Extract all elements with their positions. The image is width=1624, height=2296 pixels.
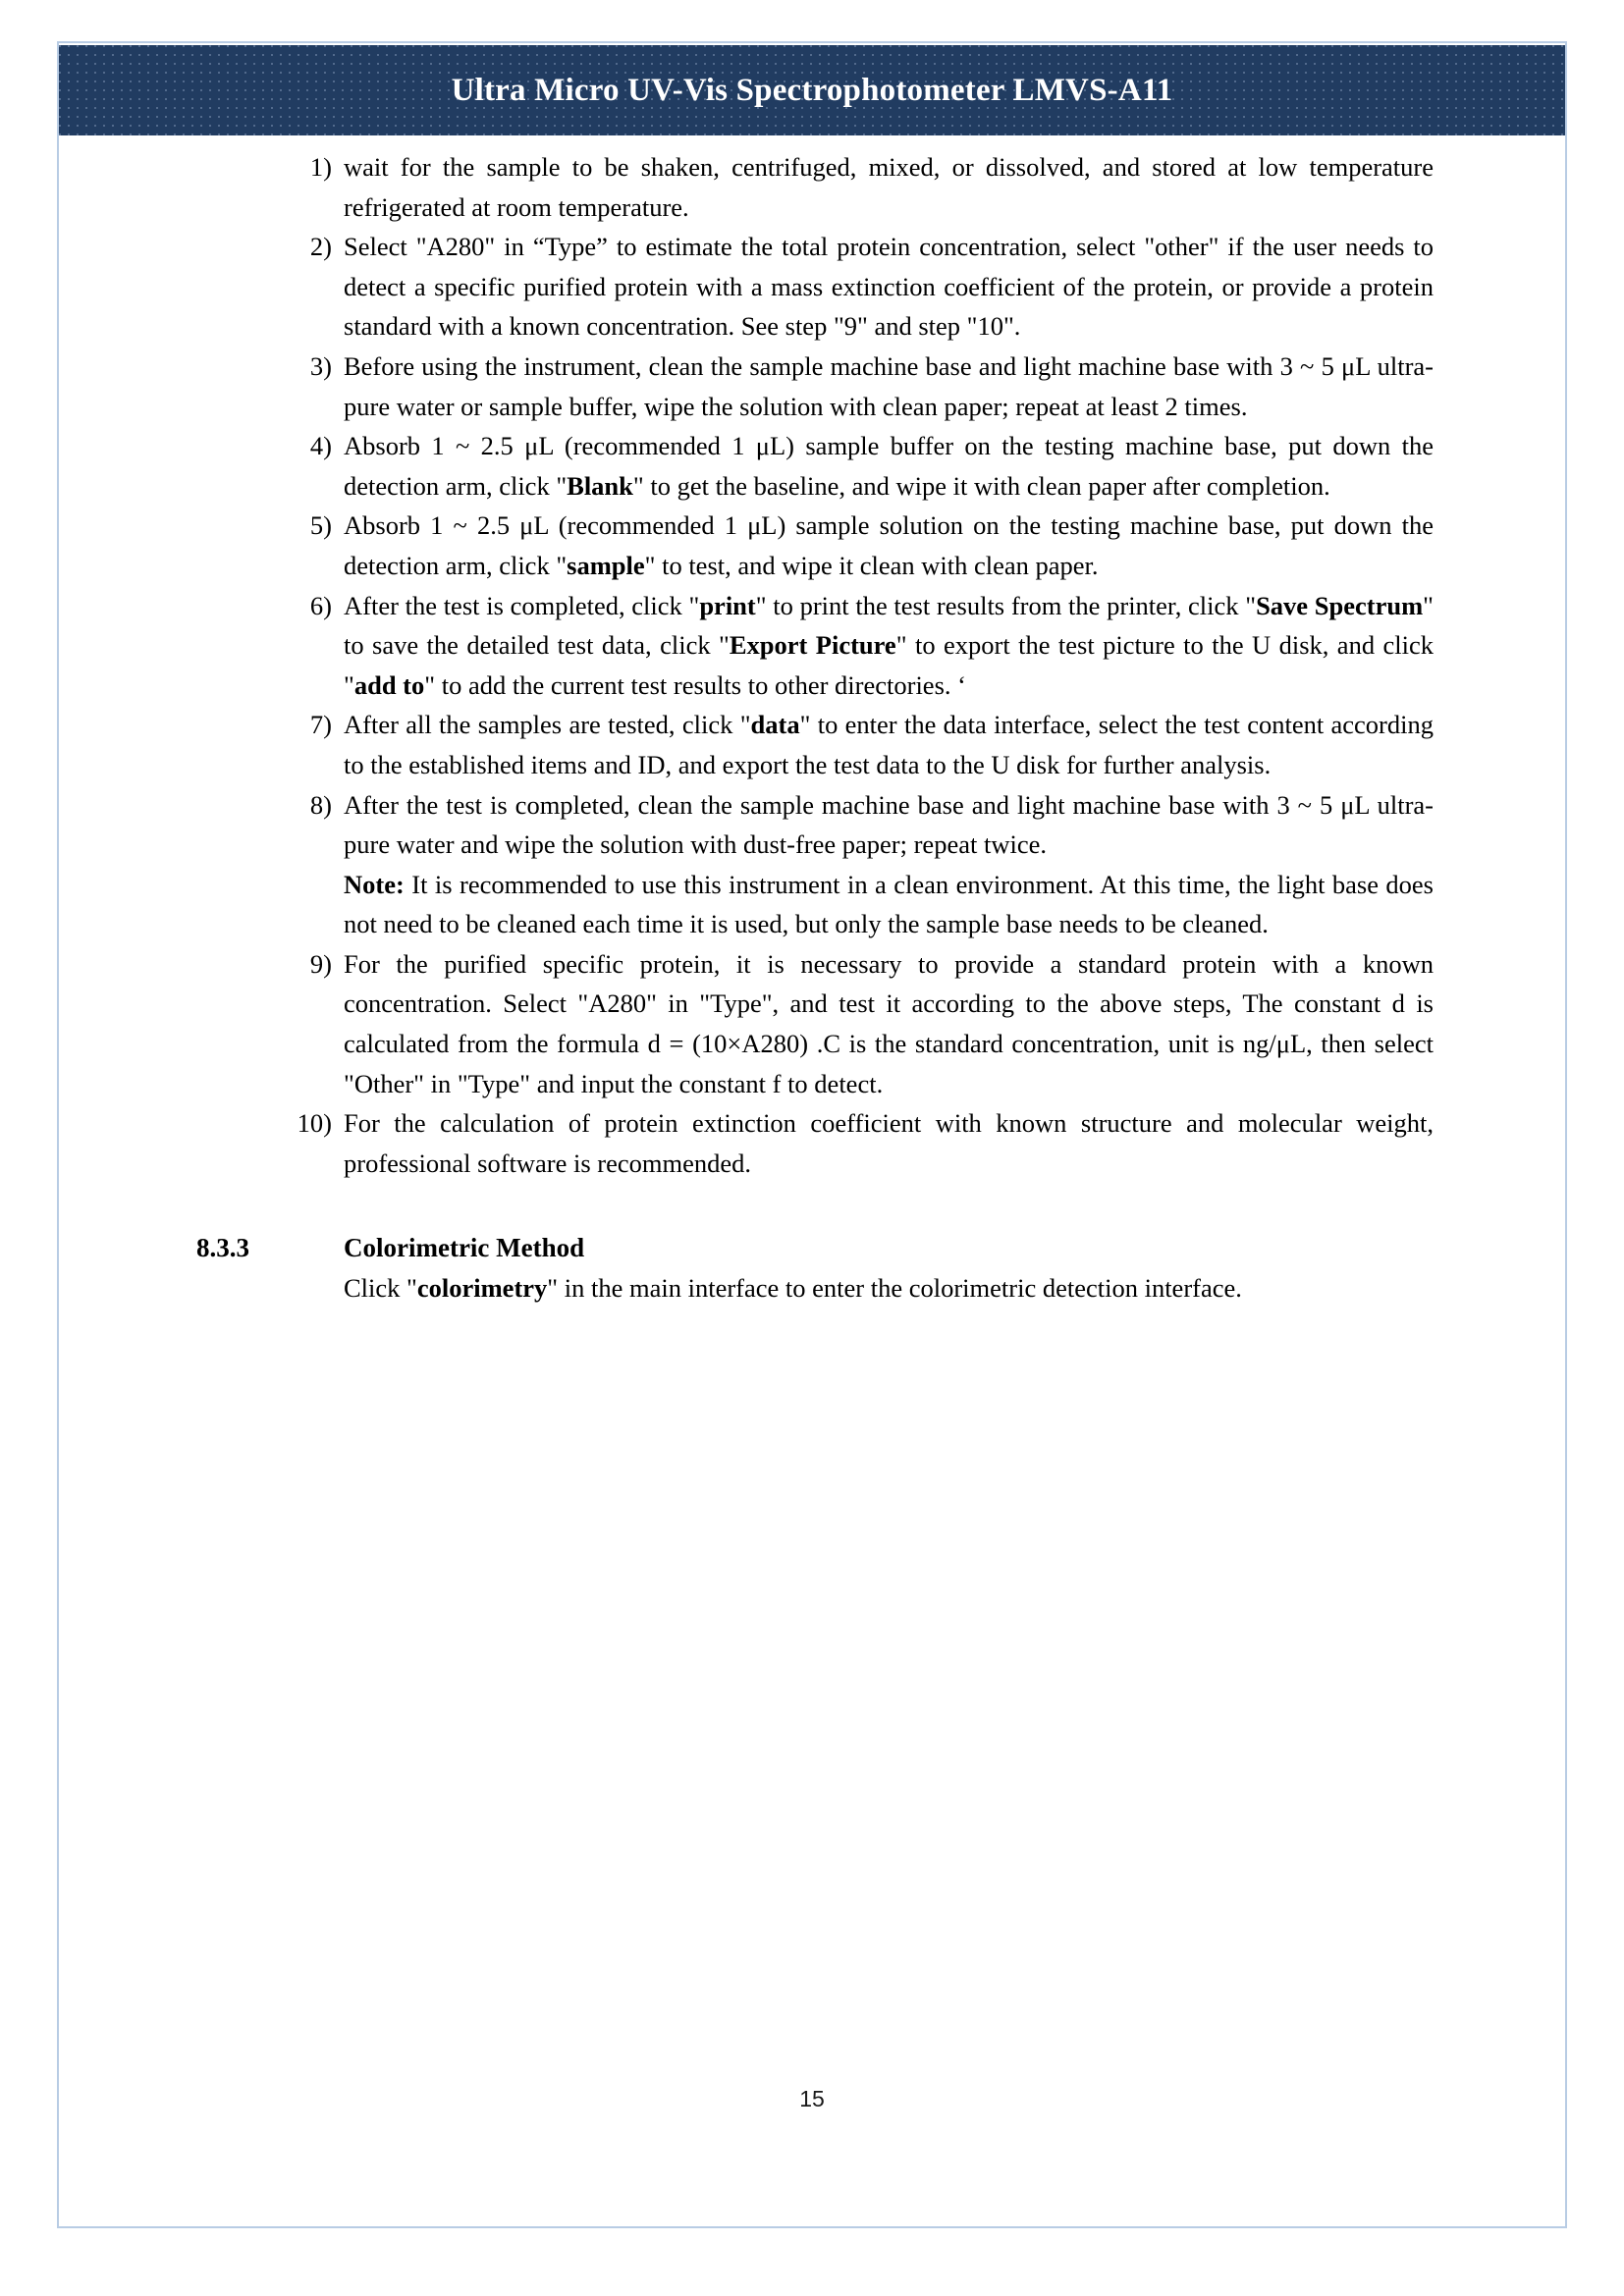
list-item: [0, 944, 1624, 1103]
page-number: 15: [799, 2086, 825, 2111]
list-item: [0, 347, 1624, 426]
list-item-text: After all the samples are tested, click "data" to enter the data interface, select the test content according to the established items and ID, and export the test data to the U disk for further analysis.: [344, 710, 1434, 779]
list-item-text: After the test is completed, clean the sample machine base and light machine base with 3 ~ 5 μL ultra-pure water and wipe the solution with dust-free paper; repeat twice.: [344, 789, 1434, 860]
list-item-marker: 8): [309, 789, 332, 820]
procedure-step-list: [0, 147, 1624, 1183]
section-body-text: Click "colorimetry" in the main interface to enter the colorimetric detection interface.: [344, 1273, 1242, 1304]
list-item-text: After the test is completed, click "print" to print the test results from the printer, click "Save Spectrum" to save the detailed test data, click "Export Picture" to export the test picture to the U disk, and click "add to" to add the current test results to other directories. ‘: [344, 590, 1434, 700]
list-item-text: For the purified specific protein, it is necessary to provide a standard protein with a known concentration. Select "A280" in "Type", and test it according to the above steps, The constant d is calculated from the formula d = (10×A280) .C is the standard concentration, unit is ng/μL, then select "Other" in "Type" and input the constant f to detect.: [344, 948, 1434, 1098]
section-title: Colorimetric Method: [344, 1233, 585, 1263]
list-item: [0, 506, 1624, 585]
list-item-text: For the calculation of protein extinction coefficient with known structure and molecular weight, professional software is recommended.: [344, 1108, 1434, 1178]
list-item-text: Absorb 1 ~ 2.5 μL (recommended 1 μL) sample buffer on the testing machine base, put down the detection arm, click "Blank" to get the baseline, and wipe it with clean paper after completion.: [344, 431, 1434, 501]
list-item-marker: 6): [309, 590, 332, 620]
list-item-marker: 7): [309, 710, 332, 740]
note-paragraph: [0, 865, 1624, 944]
document-header-band: [59, 45, 1565, 135]
list-item-text: wait for the sample to be shaken, centrifuged, mixed, or dissolved, and stored at low temperature refrigerated at room temperature.: [344, 152, 1434, 222]
list-item-marker: 5): [309, 510, 332, 541]
section-body-paragraph: [0, 1268, 1624, 1308]
list-item-marker: 4): [309, 431, 332, 461]
list-item-marker: 9): [309, 948, 332, 979]
list-item: [0, 426, 1624, 506]
document-title: Ultra Micro UV-Vis Spectrophotometer LMVS-A11: [451, 72, 1173, 108]
section-heading: [0, 1228, 1624, 1268]
list-item: [0, 147, 1624, 227]
list-item-marker: 3): [309, 350, 332, 381]
list-item-marker: 1): [309, 152, 332, 182]
list-item: [0, 586, 1624, 706]
list-item: [0, 1103, 1624, 1183]
section-number: 8.3.3: [196, 1233, 249, 1263]
list-item: [0, 785, 1624, 865]
list-item: [0, 227, 1624, 347]
list-item: [0, 705, 1624, 784]
list-item-text: Select "A280" in “Type” to estimate the total protein concentration, select "other" if the user needs to detect a specific purified protein with a mass extinction coefficient of the protein, or provide a protein standard with a known concentration. See step "9" and step "10".: [344, 232, 1434, 342]
list-item-marker: 10): [297, 1108, 332, 1139]
list-item-text: Before using the instrument, clean the sample machine base and light machine base with 3 ~ 5 μL ultra-pure water or sample buffer, wipe the solution with clean paper; repeat at least 2 times.: [344, 350, 1434, 421]
document-content: [0, 147, 1624, 1308]
note-text: Note: It is recommended to use this instrument in a clean environment. At this time, the light base does not need to be cleaned each time it is used, but only the sample base needs to be cleaned.: [344, 869, 1434, 939]
list-item-text: Absorb 1 ~ 2.5 μL (recommended 1 μL) sample solution on the testing machine base, put down the detection arm, click "sample" to test, and wipe it clean with clean paper.: [344, 510, 1434, 580]
list-item-marker: 2): [309, 232, 332, 262]
